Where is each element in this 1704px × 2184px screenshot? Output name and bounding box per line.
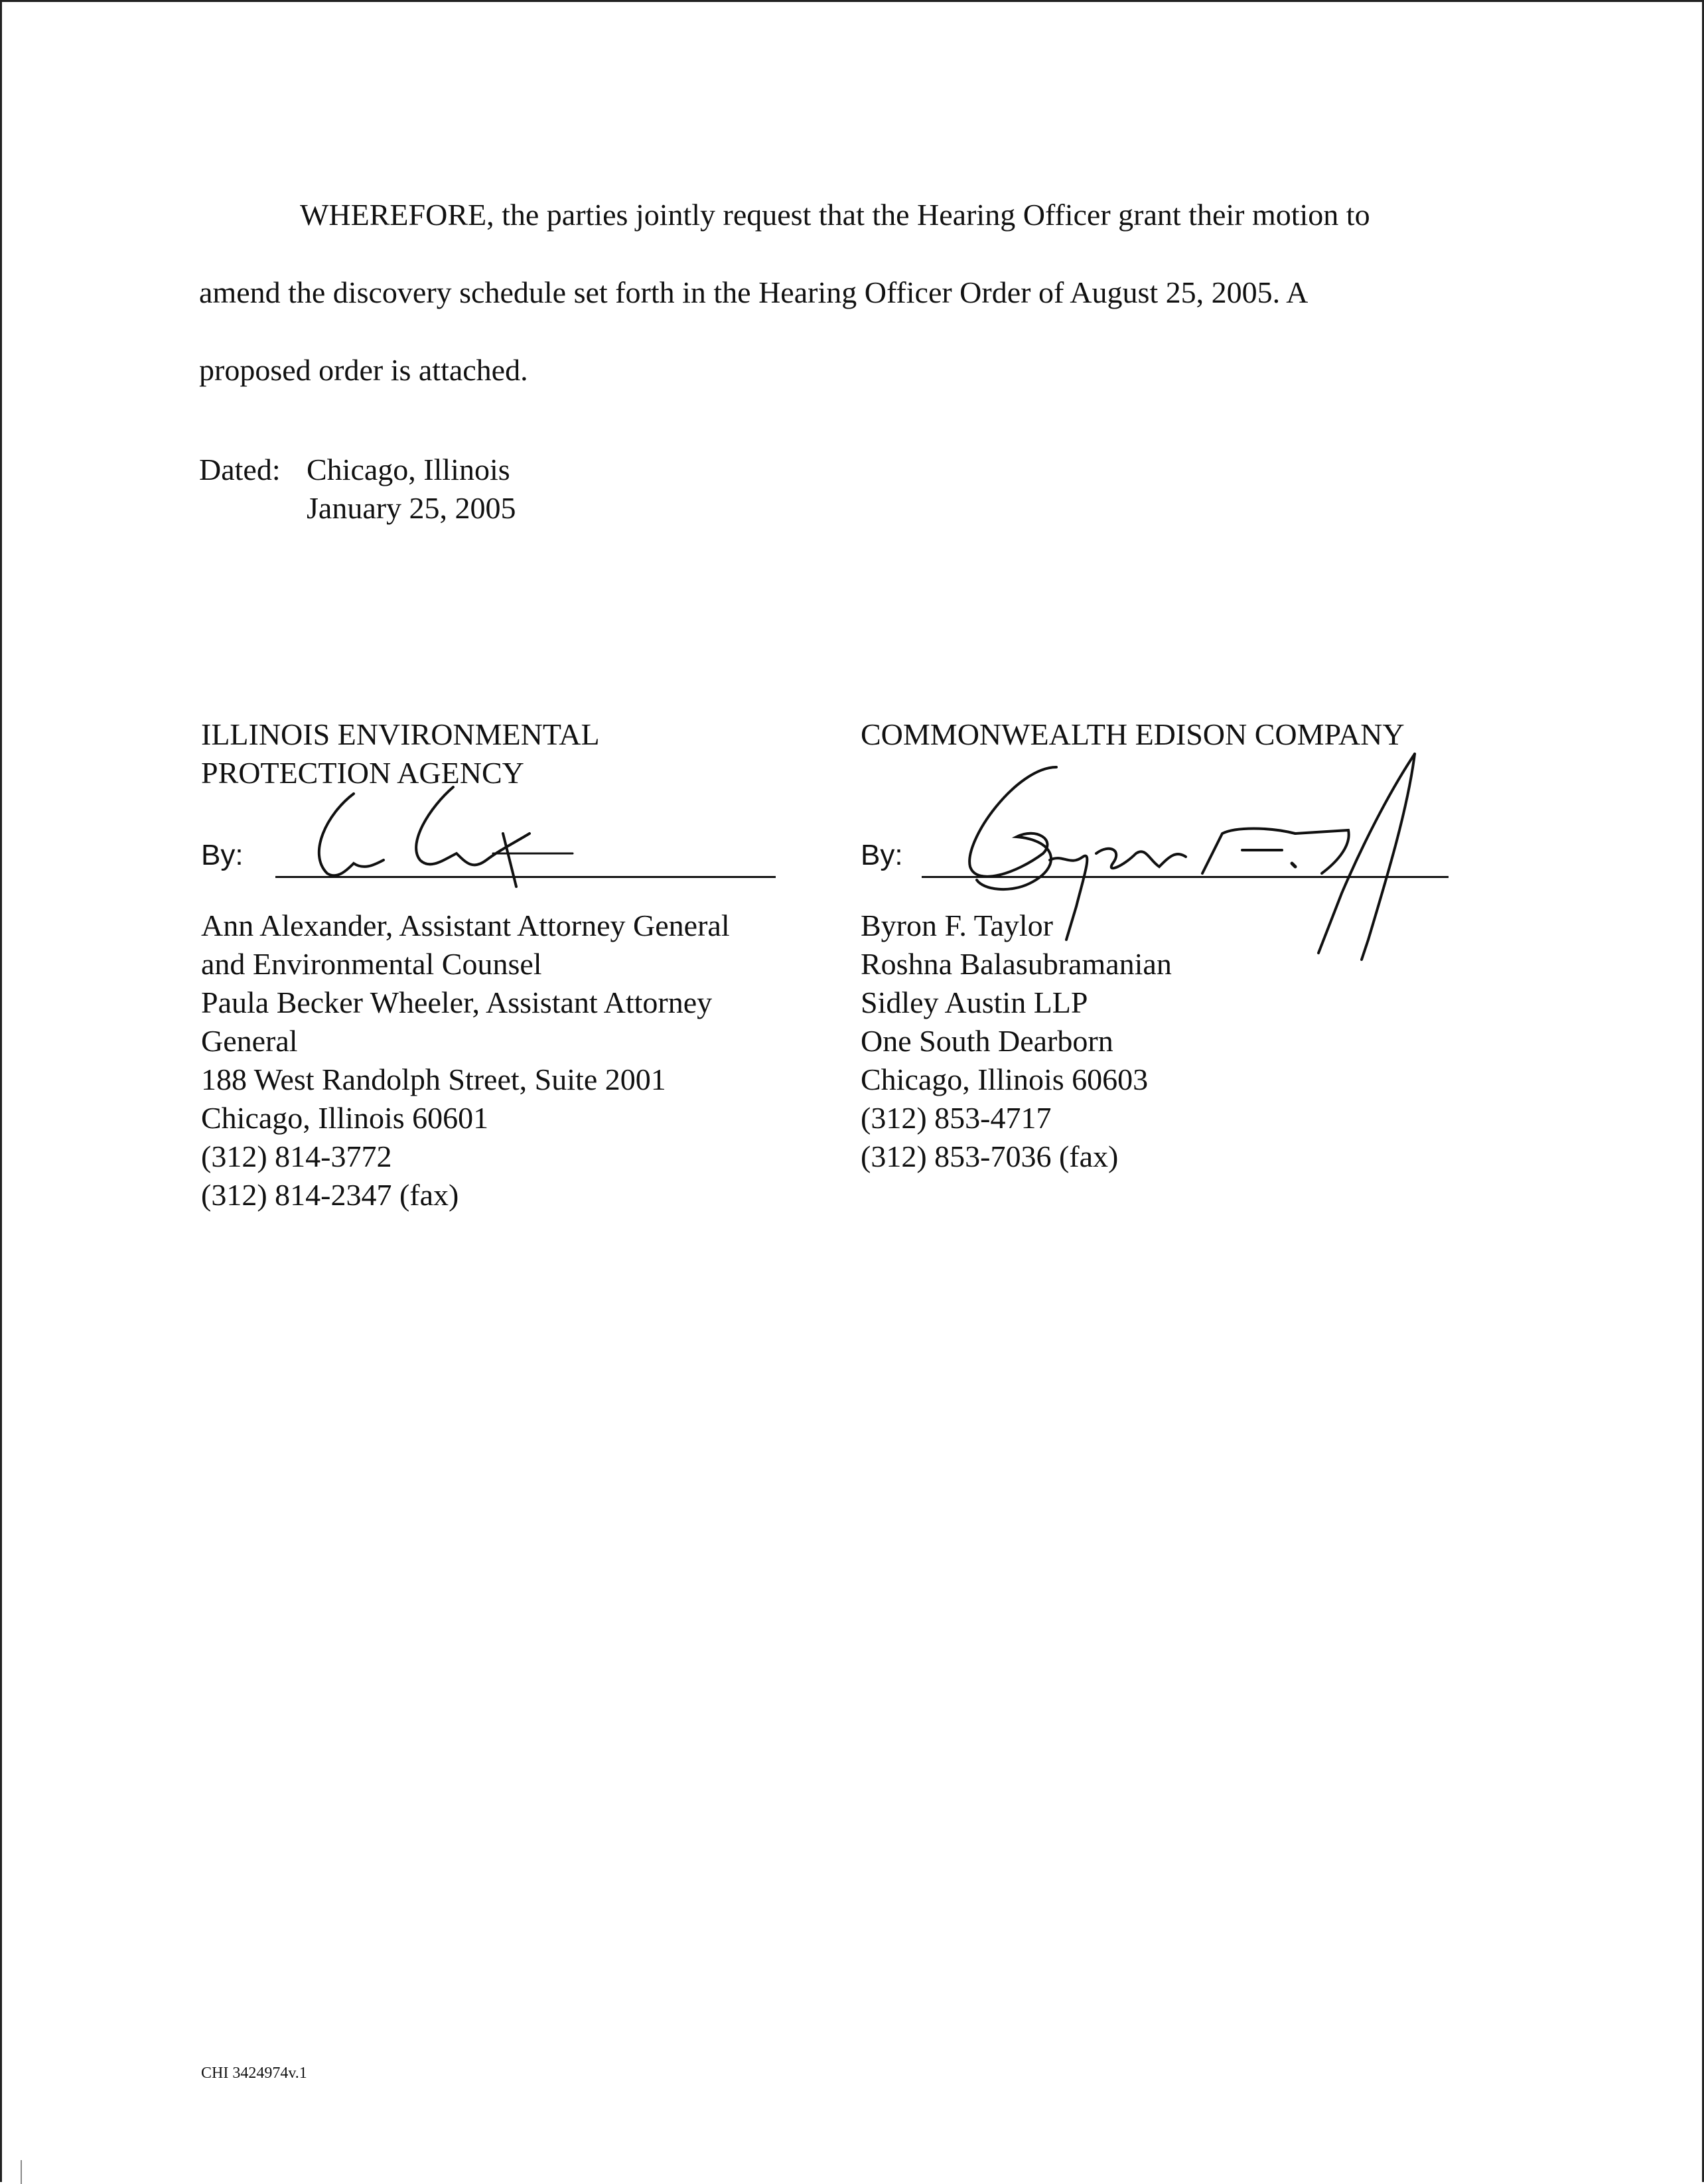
left-address-line: Chicago, Illinois 60601 — [201, 1101, 489, 1135]
signature-block-left — [201, 715, 798, 1214]
left-by-row — [201, 807, 798, 880]
dated-label: Dated: — [199, 453, 281, 486]
scan-margin-mark — [21, 2160, 22, 2184]
wherefore-paragraph — [199, 176, 1526, 409]
left-by-label: By: — [201, 839, 244, 871]
right-by-label: By: — [861, 839, 903, 871]
body-line-1: WHEREFORE, the parties jointly request that the Hearing Officer grant their motion to — [300, 198, 1370, 232]
left-address-line: (312) 814-3772 — [201, 1139, 392, 1173]
left-address-line: General — [201, 1024, 298, 1058]
right-signature-icon — [924, 741, 1455, 960]
left-address-line: Ann Alexander, Assistant Attorney General — [201, 909, 730, 942]
left-address-line: Paula Becker Wheeler, Assistant Attorney — [201, 985, 713, 1019]
right-address-line: (312) 853-4717 — [861, 1101, 1052, 1135]
right-by-row — [861, 807, 1511, 880]
dated-row-2 — [199, 489, 516, 528]
body-line-2: amend the discovery schedule set forth in the Hearing Officer Order of August 25, 2005. A — [199, 275, 1309, 309]
left-address-line: 188 West Randolph Street, Suite 2001 — [201, 1062, 666, 1096]
left-address-line: and Environmental Counsel — [201, 947, 542, 981]
dated-place: Chicago, Illinois — [307, 453, 510, 486]
left-address-line: (312) 814-2347 (fax) — [201, 1178, 459, 1212]
document-code: CHI 3424974v.1 — [201, 2065, 307, 2082]
dated-row-1 — [199, 451, 516, 489]
right-address-line: Sidley Austin LLP — [861, 985, 1088, 1019]
dated-block — [199, 451, 516, 528]
left-signature-icon — [301, 780, 632, 900]
body-line-3: proposed order is attached. — [199, 353, 528, 387]
right-address-line: Chicago, Illinois 60603 — [861, 1062, 1149, 1096]
left-party-name-line-2: PROTECTION AGENCY — [201, 756, 524, 790]
right-address-line: One South Dearborn — [861, 1024, 1113, 1058]
dated-date: January 25, 2005 — [307, 491, 516, 525]
right-address-line: (312) 853-7036 (fax) — [861, 1139, 1119, 1173]
right-party-name: COMMONWEALTH EDISON COMPANY — [861, 717, 1405, 751]
left-address-block — [201, 907, 798, 1214]
right-address-line: Roshna Balasubramanian — [861, 947, 1172, 981]
signature-block-right — [861, 715, 1511, 1176]
left-party-name-line-1: ILLINOIS ENVIRONMENTAL — [201, 717, 600, 751]
right-address-line: Byron F. Taylor — [861, 909, 1053, 942]
